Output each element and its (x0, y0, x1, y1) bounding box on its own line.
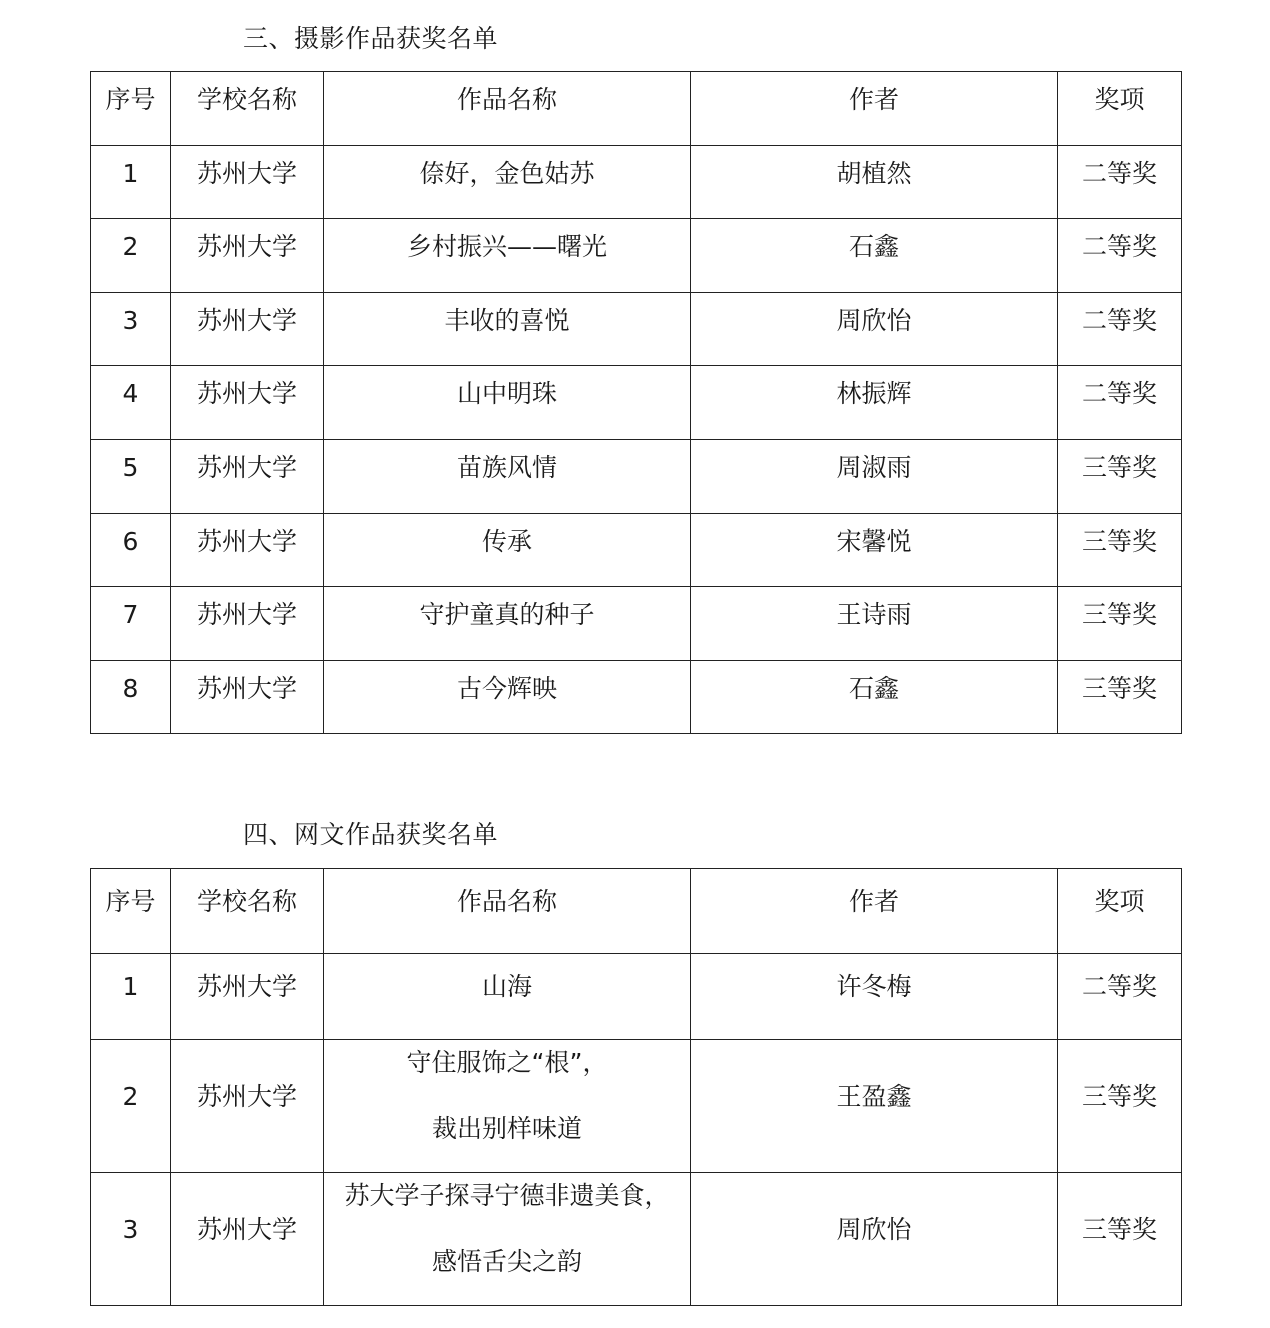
cell-school: 苏州大学 (171, 1040, 324, 1173)
cell-author: 周欣怡 (691, 1173, 1058, 1306)
cell-no: 1 (91, 954, 171, 1040)
cell-school: 苏州大学 (171, 219, 324, 293)
cell-school: 苏州大学 (171, 366, 324, 440)
cell-author: 胡植然 (691, 145, 1058, 219)
cell-award: 三等奖 (1058, 513, 1182, 587)
cell-no: 2 (91, 1040, 171, 1173)
cell-school: 苏州大学 (171, 660, 324, 734)
section-title-photography: 三、摄影作品获奖名单 (243, 24, 499, 53)
cell-school: 苏州大学 (171, 513, 324, 587)
cell-award: 二等奖 (1058, 145, 1182, 219)
work-title-line: 裁出别样味道 (431, 1114, 582, 1143)
cell-award: 三等奖 (1058, 587, 1182, 661)
cell-work: 倷好，金色姑苏 (324, 145, 691, 219)
header-work: 作品名称 (324, 72, 691, 146)
cell-work: 传承 (324, 513, 691, 587)
header-author: 作者 (691, 869, 1058, 954)
cell-no: 3 (91, 292, 171, 366)
cell-no: 2 (91, 219, 171, 293)
work-title-line: 守住服饰之“根”， (406, 1048, 608, 1077)
cell-award: 二等奖 (1058, 219, 1182, 293)
table-header-row (91, 869, 1182, 954)
cell-author: 石鑫 (691, 660, 1058, 734)
cell-school: 苏州大学 (171, 1173, 324, 1306)
cell-school: 苏州大学 (171, 292, 324, 366)
cell-no: 7 (91, 587, 171, 661)
cell-work: 守护童真的种子 (324, 587, 691, 661)
table-header-row (91, 72, 1182, 146)
photography-award-table (90, 71, 1182, 734)
work-title-line: 苏大学子探寻宁德非遗美食， (344, 1181, 670, 1210)
cell-work: 山中明珠 (324, 366, 691, 440)
header-award: 奖项 (1058, 869, 1182, 954)
cell-school: 苏州大学 (171, 439, 324, 513)
cell-no: 8 (91, 660, 171, 734)
header-no: 序号 (91, 72, 171, 146)
cell-no: 6 (91, 513, 171, 587)
cell-author: 王盈鑫 (691, 1040, 1058, 1173)
cell-award: 三等奖 (1058, 660, 1182, 734)
table-row (91, 439, 1182, 513)
cell-award: 二等奖 (1058, 366, 1182, 440)
cell-work: 苗族风情 (324, 439, 691, 513)
cell-author: 周欣怡 (691, 292, 1058, 366)
cell-work: 丰收的喜悦 (324, 292, 691, 366)
work-title-line: 山海 (481, 972, 532, 1001)
table-row (91, 513, 1182, 587)
header-school: 学校名称 (171, 72, 324, 146)
cell-school: 苏州大学 (171, 145, 324, 219)
cell-no: 1 (91, 145, 171, 219)
web-article-award-table (90, 868, 1182, 1306)
work-title-line: 感悟舌尖之韵 (431, 1247, 582, 1276)
cell-author: 宋馨悦 (691, 513, 1058, 587)
cell-no: 3 (91, 1173, 171, 1306)
table-row (91, 1173, 1182, 1306)
table-row (91, 219, 1182, 293)
cell-school: 苏州大学 (171, 954, 324, 1040)
cell-work: 乡村振兴——曙光 (324, 219, 691, 293)
cell-award: 三等奖 (1058, 1040, 1182, 1173)
header-work: 作品名称 (324, 869, 691, 954)
section-title-web-article: 四、网文作品获奖名单 (243, 820, 499, 849)
header-award: 奖项 (1058, 72, 1182, 146)
header-no: 序号 (91, 869, 171, 954)
cell-work (324, 1173, 691, 1306)
header-school: 学校名称 (171, 869, 324, 954)
cell-work (324, 954, 691, 1040)
cell-author: 许冬梅 (691, 954, 1058, 1040)
cell-award: 二等奖 (1058, 954, 1182, 1040)
table-row (91, 1040, 1182, 1173)
table-row (91, 145, 1182, 219)
table-row (91, 292, 1182, 366)
cell-award: 三等奖 (1058, 439, 1182, 513)
cell-award: 二等奖 (1058, 292, 1182, 366)
cell-school: 苏州大学 (171, 587, 324, 661)
table-row (91, 366, 1182, 440)
table-row (91, 587, 1182, 661)
cell-author: 周淑雨 (691, 439, 1058, 513)
cell-author: 林振辉 (691, 366, 1058, 440)
cell-award: 三等奖 (1058, 1173, 1182, 1306)
cell-author: 石鑫 (691, 219, 1058, 293)
cell-no: 5 (91, 439, 171, 513)
table-row (91, 954, 1182, 1040)
header-author: 作者 (691, 72, 1058, 146)
table-row (91, 660, 1182, 734)
cell-author: 王诗雨 (691, 587, 1058, 661)
cell-no: 4 (91, 366, 171, 440)
cell-work: 古今辉映 (324, 660, 691, 734)
cell-work (324, 1040, 691, 1173)
